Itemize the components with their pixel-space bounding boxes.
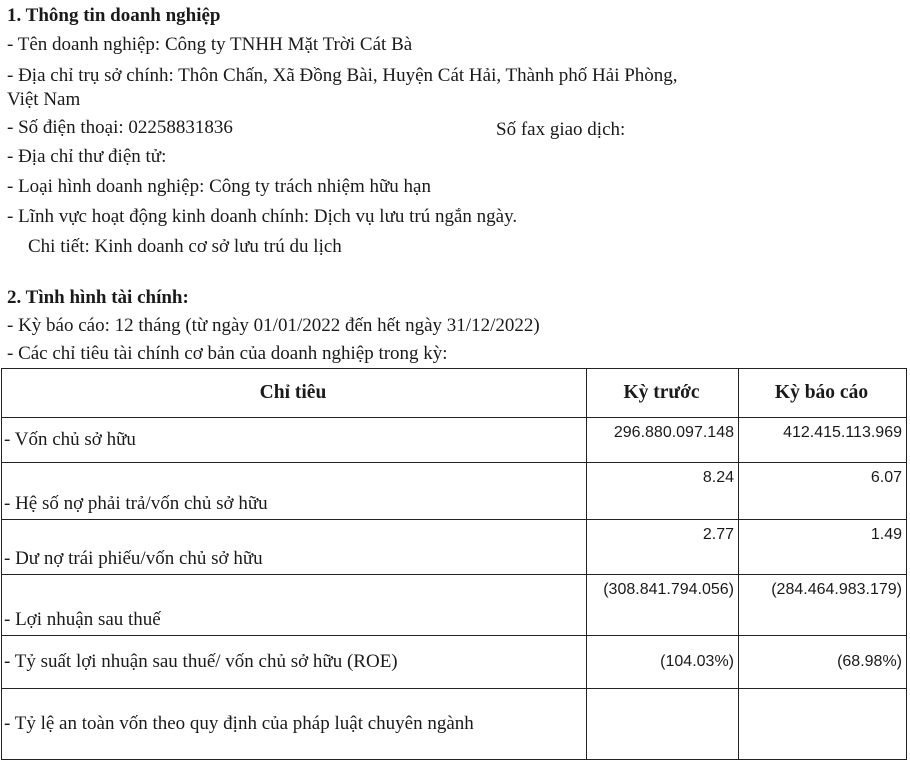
section2-heading: 2. Tình hình tài chính: [7, 287, 189, 308]
main-activity: - Lĩnh vực hoạt động kinh doanh chính: Dịch vụ lưu trú ngắn ngày. [7, 206, 518, 227]
row-current-value: 1.49 [739, 520, 907, 575]
row-label: - Tỷ suất lợi nhuận sau thuế/ vốn chủ sở hữu (ROE) [2, 636, 587, 689]
fax-label: Số fax giao dịch: [496, 119, 626, 140]
header-previous-period: Kỳ trước [587, 369, 739, 418]
row-label: - Hệ số nợ phải trả/vốn chủ sở hữu [2, 463, 587, 520]
row-previous-value [587, 689, 739, 760]
row-label: - Lợi nhuận sau thuế [2, 575, 587, 636]
header-report-period: Kỳ báo cáo [739, 369, 907, 418]
row-label: - Vốn chủ sở hữu [2, 418, 587, 463]
email-address: - Địa chỉ thư điện tử: [7, 146, 167, 167]
row-previous-value: (308.841.794.056) [587, 575, 739, 636]
phone-number: - Số điện thoại: 02258831836 [7, 117, 233, 138]
row-current-value: (68.98%) [739, 636, 907, 689]
section1-heading: 1. Thông tin doanh nghiệp [7, 5, 221, 26]
row-current-value: (284.464.983.179) [739, 575, 907, 636]
address-line2: Việt Nam [7, 89, 81, 110]
table-header-row [2, 369, 907, 418]
table-row [2, 418, 907, 463]
table-row [2, 463, 907, 520]
header-indicator: Chỉ tiêu [2, 369, 587, 418]
company-name: - Tên doanh nghiệp: Công ty TNHH Mặt Trời Cát Bà [7, 34, 413, 55]
activity-detail: Chi tiết: Kinh doanh cơ sở lưu trú du lịch [28, 236, 342, 257]
address-line1: - Địa chỉ trụ sở chính: Thôn Chấn, Xã Đồng Bài, Huyện Cát Hải, Thành phố Hải Phòng, [7, 65, 678, 86]
row-current-value [739, 689, 907, 760]
row-label: - Tỷ lệ an toàn vốn theo quy định của pháp luật chuyên ngành [2, 689, 587, 760]
row-current-value: 6.07 [739, 463, 907, 520]
row-previous-value: (104.03%) [587, 636, 739, 689]
table-row [2, 636, 907, 689]
table-row [2, 575, 907, 636]
financial-intro: - Các chỉ tiêu tài chính cơ bản của doanh nghiệp trong kỳ: [7, 343, 448, 364]
financial-table [1, 368, 907, 760]
report-period: - Kỳ báo cáo: 12 tháng (từ ngày 01/01/2022 đến hết ngày 31/12/2022) [7, 315, 540, 336]
row-current-value: 412.415.113.969 [739, 418, 907, 463]
table-row [2, 689, 907, 760]
business-type: - Loại hình doanh nghiệp: Công ty trách nhiệm hữu hạn [7, 176, 431, 197]
row-previous-value: 8.24 [587, 463, 739, 520]
row-previous-value: 2.77 [587, 520, 739, 575]
row-previous-value: 296.880.097.148 [587, 418, 739, 463]
table-row [2, 520, 907, 575]
row-label: - Dư nợ trái phiếu/vốn chủ sở hữu [2, 520, 587, 575]
